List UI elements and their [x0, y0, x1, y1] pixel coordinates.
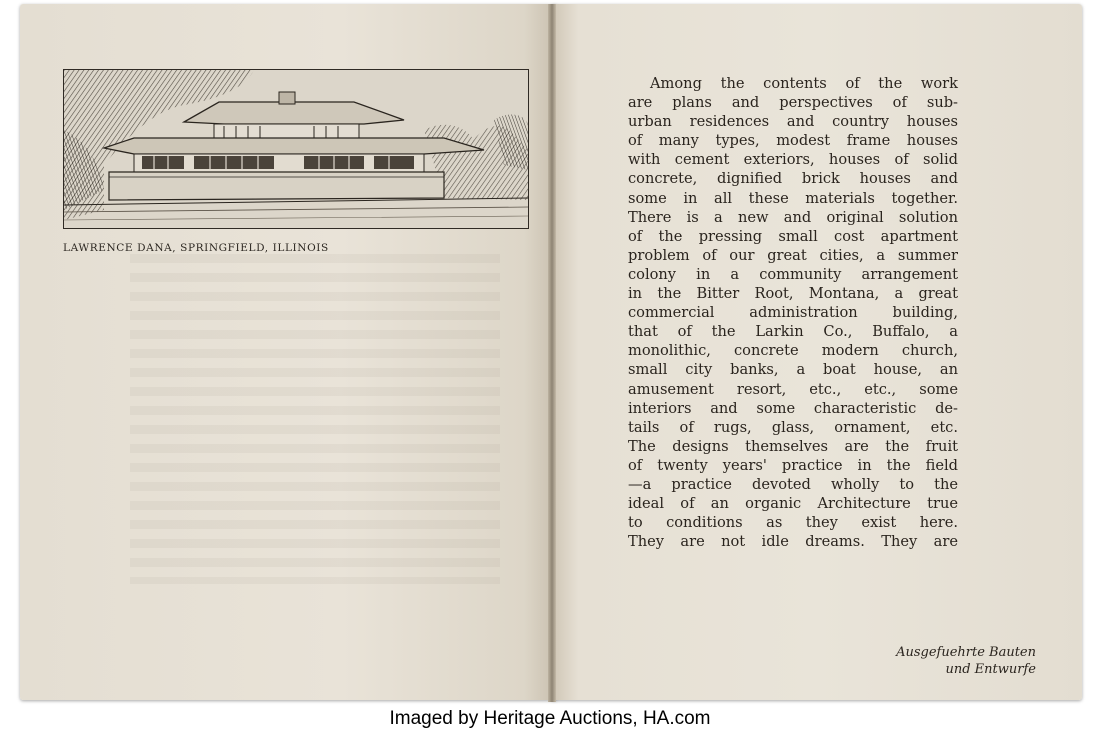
book-spread: [14, 4, 1086, 702]
text-line: amusement resort, etc., etc., some: [628, 380, 958, 398]
text-line: Among the contents of the work: [650, 75, 958, 92]
text-line: of many types, modest frame houses: [628, 132, 958, 150]
text-line: with cement exteriors, houses of solid: [628, 151, 958, 169]
text-line: small city banks, a boat house, an: [628, 361, 958, 379]
text-line: concrete, dignified brick houses and: [628, 170, 958, 188]
text-line: of twenty years' practice in the field: [628, 456, 958, 474]
text-line: monolithic, concrete modern church,: [628, 342, 958, 360]
body-text: [628, 74, 958, 551]
text-line: —a practice devoted wholly to the: [628, 475, 958, 493]
book-gutter: [548, 4, 556, 702]
text-line: of the pressing small cost apartment: [628, 227, 958, 245]
image-credit: Imaged by Heritage Auctions, HA.com: [389, 708, 711, 729]
text-line: that of the Larkin Co., Buffalo, a: [628, 323, 958, 341]
left-page: [20, 4, 556, 700]
show-through-text: [130, 254, 500, 584]
house-drawing: [64, 70, 528, 228]
text-line: urban residences and country houses: [628, 113, 958, 131]
footer-book-title: [896, 644, 1036, 678]
house-illustration: [63, 69, 529, 229]
text-line: commercial administration building,: [628, 304, 958, 322]
text-line: They are not idle dreams. They are: [628, 533, 958, 551]
text-line: to conditions as they exist here.: [628, 514, 958, 532]
text-line: The designs themselves are the fruit: [628, 437, 958, 455]
text-line: There is a new and original solution: [628, 208, 958, 226]
footer-title-line: und Entwurfe: [945, 662, 1036, 677]
text-line: interiors and some characteristic de-: [628, 399, 958, 417]
text-line: colony in a community arrangement: [628, 265, 958, 283]
text-line: tails of rugs, glass, ornament, etc.: [628, 418, 958, 436]
illustration-caption: LAWRENCE DANA, SPRINGFIELD, ILLINOIS: [63, 242, 329, 254]
text-line: are plans and perspectives of sub-: [628, 94, 958, 112]
text-line: some in all these materials together.: [628, 189, 958, 207]
text-line: in the Bitter Root, Montana, a great: [628, 285, 958, 303]
footer-title-line: Ausgefuehrte Bauten: [896, 645, 1036, 660]
text-line: problem of our great cities, a summer: [628, 246, 958, 264]
text-line: ideal of an organic Architecture true: [628, 495, 958, 513]
